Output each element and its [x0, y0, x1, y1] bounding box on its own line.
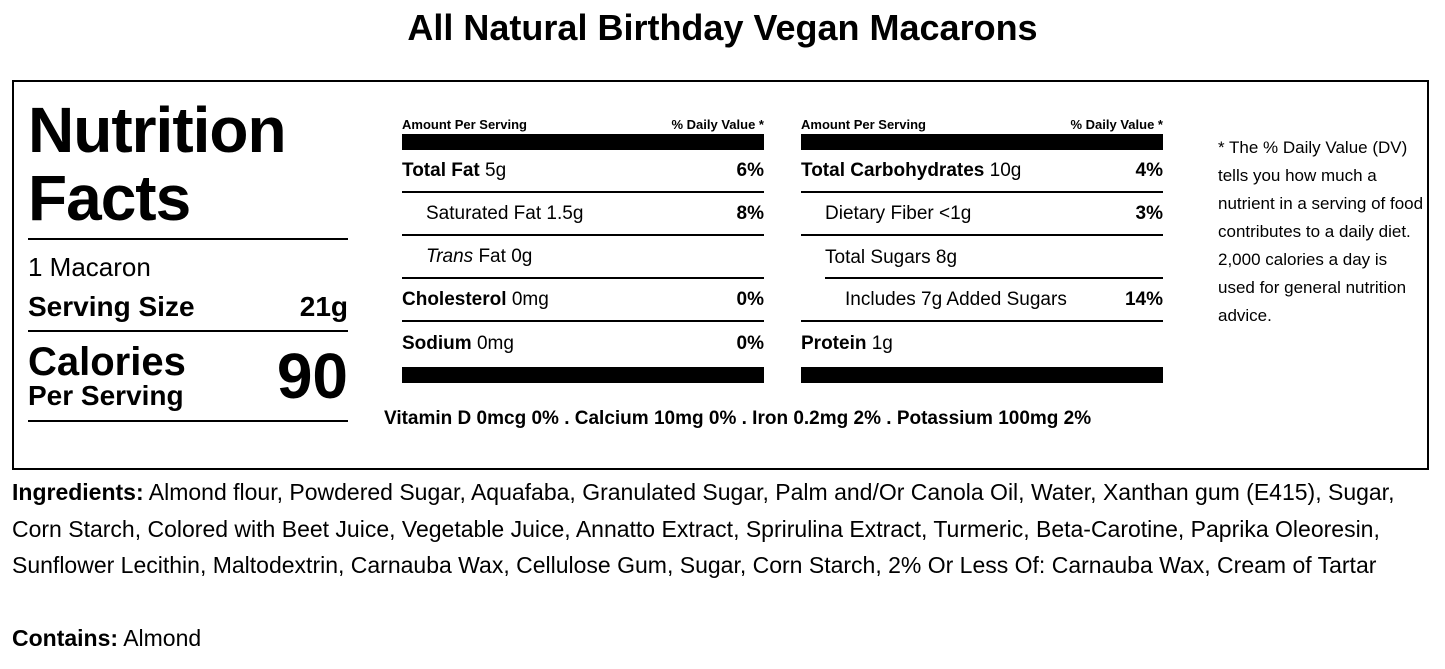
heading-line-1: Nutrition [28, 94, 286, 166]
table-header [801, 116, 1163, 134]
calories-label-group [28, 342, 186, 410]
table-header [402, 116, 764, 134]
nutrient-row-total-sugars [801, 236, 1163, 279]
nutrient-name: Sodium [402, 332, 472, 354]
nutrient-row-sodium [402, 322, 764, 365]
nutrient-name: Cholesterol [402, 288, 507, 310]
allergens [12, 620, 201, 656]
nutrient-row-saturated-fat [402, 193, 764, 236]
daily-value-footnote: * The % Daily Value (DV) tells you how much a nutrient in a serving of food contributes to a daily diet. 2,000 calories a day is used for general nutrition advice. [1218, 138, 1424, 325]
nutrient-dv: 0% [736, 332, 764, 354]
amount-per-serving-label: Amount Per Serving [402, 117, 527, 132]
nutrient-amount: 8g [935, 246, 958, 268]
serving-size-value: 21g [299, 291, 348, 322]
nutrition-summary [28, 96, 348, 422]
calories-value: 90 [276, 340, 348, 412]
header-bar [801, 134, 1163, 150]
nutrient-amount: 1.5g [546, 202, 584, 224]
nutrient-row-dietary-fiber [801, 193, 1163, 236]
nutrient-dv: 0% [736, 288, 764, 310]
nutrient-name: Total Sugars [825, 246, 931, 268]
nutrient-row-added-sugars [801, 279, 1163, 322]
ingredients-text: Almond flour, Powdered Sugar, Aquafaba, Granulated Sugar, Palm and/Or Canola Oil, Water, Xanthan gum (E415), Sugar, Corn Starch, Colored with Beet Juice, Vegetable Juice, Annatto Extract, Sprirulina Extract, Turmeric, Beta-Carotine, Paprika Oleoresin, Sunflower Lecithin, Maltodextrin, Carnauba Wax, Cellulose Gum, Sugar, Corn Starch, 2% Or Less Of: Carnauba Wax, Cream of Tartar [12, 479, 1395, 578]
nutrient-amount: 10g [989, 159, 1022, 181]
ingredients [12, 474, 1427, 584]
footer-bar [801, 367, 1163, 383]
nutrient-amount: 0g [511, 245, 533, 267]
nutrient-name: Protein [801, 332, 867, 354]
contains-label: Contains: [12, 625, 119, 651]
nutrient-name: Trans [426, 245, 474, 267]
nutrient-dv: 3% [1135, 202, 1163, 224]
nutrition-facts-heading [28, 96, 348, 232]
nutrient-name: Includes 7g Added Sugars [845, 288, 1067, 310]
nutrient-dv: 14% [1124, 288, 1163, 310]
vitamins-minerals: Vitamin D 0mcg 0% . Calcium 10mg 0% . Iron 0.2mg 2% . Potassium 100mg 2% [384, 408, 1092, 429]
nutrient-dv: 4% [1135, 159, 1163, 181]
nutrient-dv: 8% [736, 202, 764, 224]
nutrient-amount: <1g [939, 202, 972, 224]
nutrient-name: Dietary Fiber [825, 202, 934, 224]
nutrient-name: Saturated Fat [426, 202, 542, 224]
daily-value-label: % Daily Value * [671, 117, 764, 132]
product-title: All Natural Birthday Vegan Macarons [407, 7, 1038, 48]
nutrient-row-total-fat [402, 150, 764, 193]
servings-text: 1 Macaron [28, 252, 151, 282]
nutrient-amount: 0mg [511, 288, 549, 310]
per-serving-label: Per Serving [28, 380, 184, 411]
footer-bar [402, 367, 764, 383]
nutrient-row-protein [801, 322, 1163, 365]
calories-label: Calories [28, 340, 186, 384]
nutrient-table-right [801, 116, 1163, 383]
amount-per-serving-label: Amount Per Serving [801, 117, 926, 132]
nutrient-dv: 6% [736, 159, 764, 181]
contains-text: Almond [123, 625, 202, 651]
nutrient-amount: 0mg [476, 332, 514, 354]
header-bar [402, 134, 764, 150]
nutrient-row-trans-fat [402, 236, 764, 279]
nutrient-table-left [402, 116, 764, 383]
nutrient-amount: 5g [485, 159, 507, 181]
serving-size-label: Serving Size [28, 291, 195, 322]
ingredients-label: Ingredients: [12, 479, 144, 505]
nutrient-name: Total Carbohydrates [801, 159, 985, 181]
nutrient-name: Total Fat [402, 159, 480, 181]
nutrient-row-total-carbohydrates [801, 150, 1163, 193]
nutrient-row-cholesterol [402, 279, 764, 322]
heading-line-2: Facts [28, 162, 191, 234]
divider [28, 420, 348, 422]
nutrient-amount: 1g [871, 332, 893, 354]
nutrient-name-suffix: Fat [478, 245, 506, 267]
calories-row [28, 332, 348, 420]
serving-size-row [28, 286, 348, 330]
daily-value-label: % Daily Value * [1070, 117, 1163, 132]
nutrition-label [12, 80, 1429, 470]
